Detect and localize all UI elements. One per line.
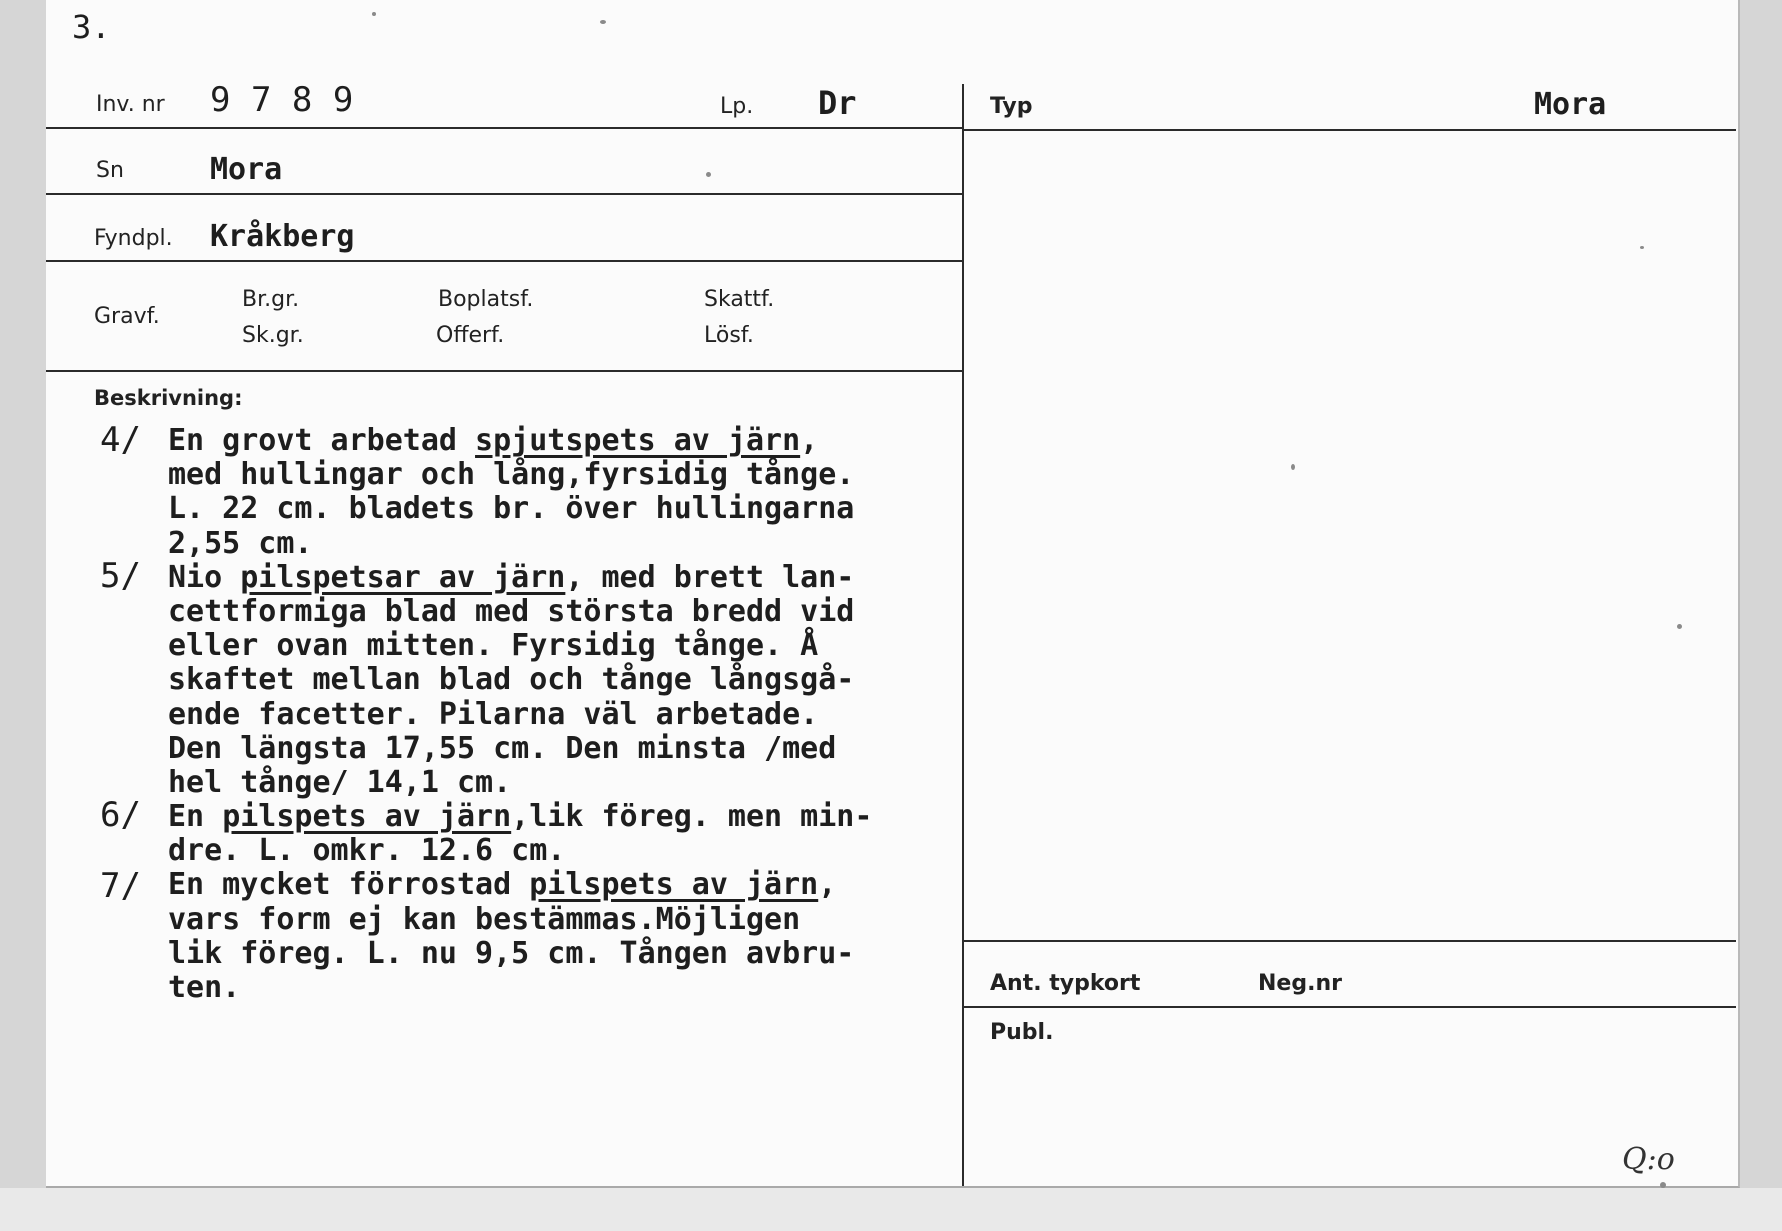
scan-speck xyxy=(1640,246,1644,249)
description-line: med hullingar och lång,fyrsidig tånge. xyxy=(168,457,855,493)
sn-label: Sn xyxy=(96,158,124,183)
item-number-5: 5/ xyxy=(100,556,141,596)
scan-background xyxy=(0,1188,1782,1231)
inv-nr-value: 9 7 8 9 xyxy=(210,80,354,120)
fyndpl-label: Fyndpl. xyxy=(94,226,173,251)
description-line: ende facetter. Pilarna väl arbetade. xyxy=(168,696,819,732)
handwritten-signature: Q:o xyxy=(1622,1142,1675,1177)
item-number-4: 4/ xyxy=(100,420,141,460)
description-line: En grovt arbetad spjutspets av järn, xyxy=(168,423,819,458)
typ-label: Typ xyxy=(990,94,1033,119)
description-line: eller ovan mitten. Fyrsidig tånge. Å xyxy=(168,628,819,664)
sn-value: Mora xyxy=(210,152,283,187)
scan-speck xyxy=(1660,1182,1666,1188)
description-line: hel tånge/ 14,1 cm. xyxy=(168,764,512,800)
rule-typ xyxy=(964,129,1736,131)
br-gr-label: Br.gr. xyxy=(242,287,300,312)
inv-nr-label: Inv. nr xyxy=(96,92,165,117)
losf-label: Lösf. xyxy=(704,323,754,348)
fyndpl-value: Kråkberg xyxy=(210,219,355,254)
typ-value: Mora xyxy=(1534,87,1607,122)
rule-inv xyxy=(46,127,962,129)
scan-speck xyxy=(600,20,606,24)
column-divider xyxy=(962,84,964,1186)
rule-typkort-top xyxy=(964,940,1736,942)
offerf-label: Offerf. xyxy=(436,323,505,348)
description-line: cettformiga blad med största bredd vid xyxy=(168,593,855,629)
scan-speck xyxy=(1677,624,1682,629)
description-line: Den längsta 17,55 cm. Den minsta /med xyxy=(168,730,837,766)
description-line: 2,55 cm. xyxy=(168,525,313,561)
scan-speck xyxy=(372,12,376,16)
description-text xyxy=(168,424,872,1005)
boplatsf-label: Boplatsf. xyxy=(438,287,534,312)
beskrivning-label: Beskrivning: xyxy=(94,386,243,410)
item-number-6: 6/ xyxy=(100,795,141,835)
description-line: vars form ej kan bestämmas.Möjligen xyxy=(168,901,801,937)
description-line: ten. xyxy=(168,970,241,1005)
lp-label: Lp. xyxy=(720,94,754,119)
rule-fyndpl xyxy=(46,260,962,262)
lp-value: Dr xyxy=(818,84,857,122)
scan-speck xyxy=(706,172,711,177)
description-line: L. 22 cm. bladets br. över hullingarna xyxy=(168,491,855,527)
description-line: skaftet mellan blad och tånge långsgå- xyxy=(168,662,855,698)
ant-typkort-label: Ant. typkort xyxy=(990,971,1141,996)
item-number-7: 7/ xyxy=(100,866,141,906)
rule-typkort-bottom xyxy=(964,1006,1736,1008)
rule-sn xyxy=(46,193,962,195)
description-line: Nio pilspetsar av järn, med brett lan- xyxy=(168,559,855,595)
publ-label: Publ. xyxy=(990,1020,1054,1045)
sk-gr-label: Sk.gr. xyxy=(242,323,304,348)
description-line: En pilspets av järn,lik föreg. men min- xyxy=(168,799,873,835)
neg-nr-label: Neg.nr xyxy=(1258,971,1342,996)
card-number: 3. xyxy=(72,8,111,46)
skattf-label: Skattf. xyxy=(704,287,775,312)
description-line: lik föreg. L. nu 9,5 cm. Tången avbru- xyxy=(168,935,855,971)
rule-findtypes xyxy=(46,370,962,372)
scan-speck xyxy=(1291,464,1295,470)
description-line: En mycket förrostad pilspets av järn, xyxy=(168,867,837,903)
description-line: dre. L. omkr. 12.6 cm. xyxy=(168,833,566,869)
gravf-label: Gravf. xyxy=(94,304,160,329)
